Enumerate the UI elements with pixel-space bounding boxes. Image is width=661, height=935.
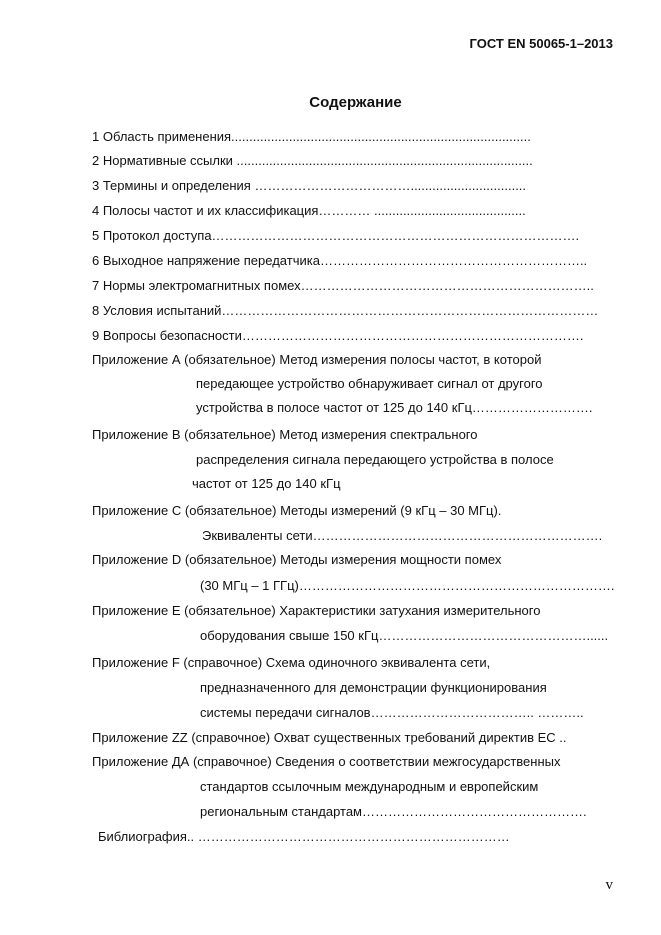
toc-line: Приложение F (справочное) Схема одиночного эквивалента сети, xyxy=(92,655,491,670)
toc-line: Приложение Е (обязательное) Характеристики затухания измерительного xyxy=(92,603,541,618)
toc-line: 2 Нормативные ссылки .................................................................................. xyxy=(92,153,533,168)
page-number: v xyxy=(605,877,613,893)
toc-line: Приложение В (обязательное) Метод измерения спектрального xyxy=(92,427,478,442)
toc-line: Приложение С (обязательное) Методы измерений (9 кГц – 30 МГц). xyxy=(92,503,502,518)
toc-line: Библиография.. ……………………………………………………………… xyxy=(98,829,510,844)
toc-line: устройства в полосе частот от 125 до 140 кГц………………………. xyxy=(196,400,593,415)
document-header: ГОСТ EN 50065-1–2013 xyxy=(469,36,613,51)
toc-line: передающее устройство обнаруживает сигнал от другого xyxy=(196,376,543,391)
toc-line: региональным стандартам……………………………………………. xyxy=(200,804,587,819)
toc-line: 4 Полосы частот и их классификация………… .......................................... xyxy=(92,203,526,218)
toc-line: 1 Область применения................................................................................... xyxy=(92,129,531,144)
toc-line: системы передачи сигналов……………………………….. ……….. xyxy=(200,705,584,720)
toc-line: 7 Нормы электромагнитных помех………………………………………………………….. xyxy=(92,278,594,293)
toc-line: Эквиваленты сети…………………………………………………………. xyxy=(202,528,603,543)
toc-line: 9 Вопросы безопасности……………………………………………………………………. xyxy=(92,328,584,343)
toc-line: стандартов ссылочным международным и европейским xyxy=(200,779,539,794)
toc-line: 6 Выходное напряжение передатчика…………………………………………………….. xyxy=(92,253,588,268)
toc-line: 8 Условия испытаний…………………………………………………………………………… xyxy=(92,303,599,318)
toc-line: распределения сигнала передающего устройства в полосе xyxy=(196,452,554,467)
toc-line: частот от 125 до 140 кГц xyxy=(192,476,341,491)
toc-line: 3 Термины и определения ………………………………................................ xyxy=(92,178,527,193)
toc-line: предназначенного для демонстрации функционирования xyxy=(200,680,547,695)
toc-line: Приложение А (обязательное) Метод измерения полосы частот, в которой xyxy=(92,352,542,367)
toc-line: Приложение D (обязательное) Методы измерения мощности помех xyxy=(92,552,502,567)
toc-line: оборудования свыше 150 кГц…………………………………………...... xyxy=(200,628,609,643)
page-title: Содержание xyxy=(309,94,402,111)
toc-line: (30 МГц – 1 ГГц)………………………………………………………………. xyxy=(200,578,615,593)
toc-line: Приложение ZZ (справочное) Охват существенных требований директив ЕС .. xyxy=(92,730,567,745)
toc-line: 5 Протокол доступа…………………………………………………………………………. xyxy=(92,228,580,243)
toc-line: Приложение ДА (справочное) Сведения о соответствии межгосударственных xyxy=(92,754,561,769)
